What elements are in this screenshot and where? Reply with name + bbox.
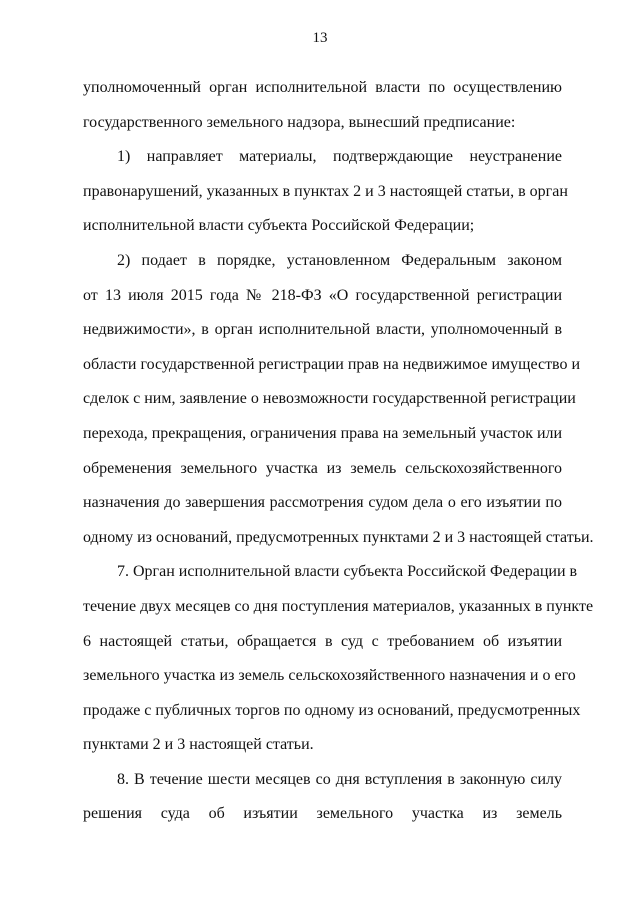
text-line: от 13 июля 2015 года № 218-ФЗ «О государственной регистрации bbox=[83, 286, 562, 304]
text-line: пунктами 2 и 3 настоящей статьи. bbox=[83, 736, 314, 754]
text-line: назначения до завершения рассмотрения судом дела о его изъятии по bbox=[83, 494, 562, 512]
text-line: решения суда об изъятии земельного участка из земель bbox=[83, 805, 562, 823]
text-line: одному из оснований, предусмотренных пунктами 2 и 3 настоящей статьи. bbox=[83, 528, 594, 546]
text-line: земельного участка из земель сельскохозяйственного назначения и о его bbox=[83, 667, 576, 685]
text-line: перехода, прекращения, ограничения права на земельный участок или bbox=[83, 424, 563, 442]
text-line: течение двух месяцев со дня поступления материалов, указанных в пункте bbox=[83, 597, 594, 615]
text-line: 1) направляет материалы, подтверждающие неустранение bbox=[117, 148, 562, 166]
page-number: 13 bbox=[312, 30, 328, 46]
text-line: недвижимости», в орган исполнительной власти, уполномоченный в bbox=[83, 321, 562, 339]
text-line: 8. В течение шести месяцев со дня вступления в законную силу bbox=[117, 770, 562, 788]
text-line: правонарушений, указанных в пунктах 2 и 3 настоящей статьи, в орган bbox=[83, 182, 568, 200]
text-line: государственного земельного надзора, вынесший предписание: bbox=[83, 113, 516, 131]
text-line: обременения земельного участка из земель сельскохозяйственного bbox=[83, 459, 562, 477]
text-line: 7. Орган исполнительной власти субъекта Российской Федерации в bbox=[117, 563, 578, 581]
text-line: сделок с ним, заявление о невозможности государственной регистрации bbox=[83, 390, 576, 408]
text-line: исполнительной власти субъекта Российской Федерации; bbox=[83, 217, 475, 235]
text-line: области государственной регистрации прав на недвижимое имущество и bbox=[83, 355, 581, 373]
text-line: продаже с публичных торгов по одному из оснований, предусмотренных bbox=[83, 701, 581, 719]
text-line: 6 настоящей статьи, обращается в суд с требованием об изъятии bbox=[83, 632, 562, 650]
document-body bbox=[83, 71, 594, 832]
text-line: 2) подает в порядке, установленном Федеральным законом bbox=[117, 251, 562, 269]
text-line: уполномоченный орган исполнительной власти по осуществлению bbox=[83, 79, 562, 96]
